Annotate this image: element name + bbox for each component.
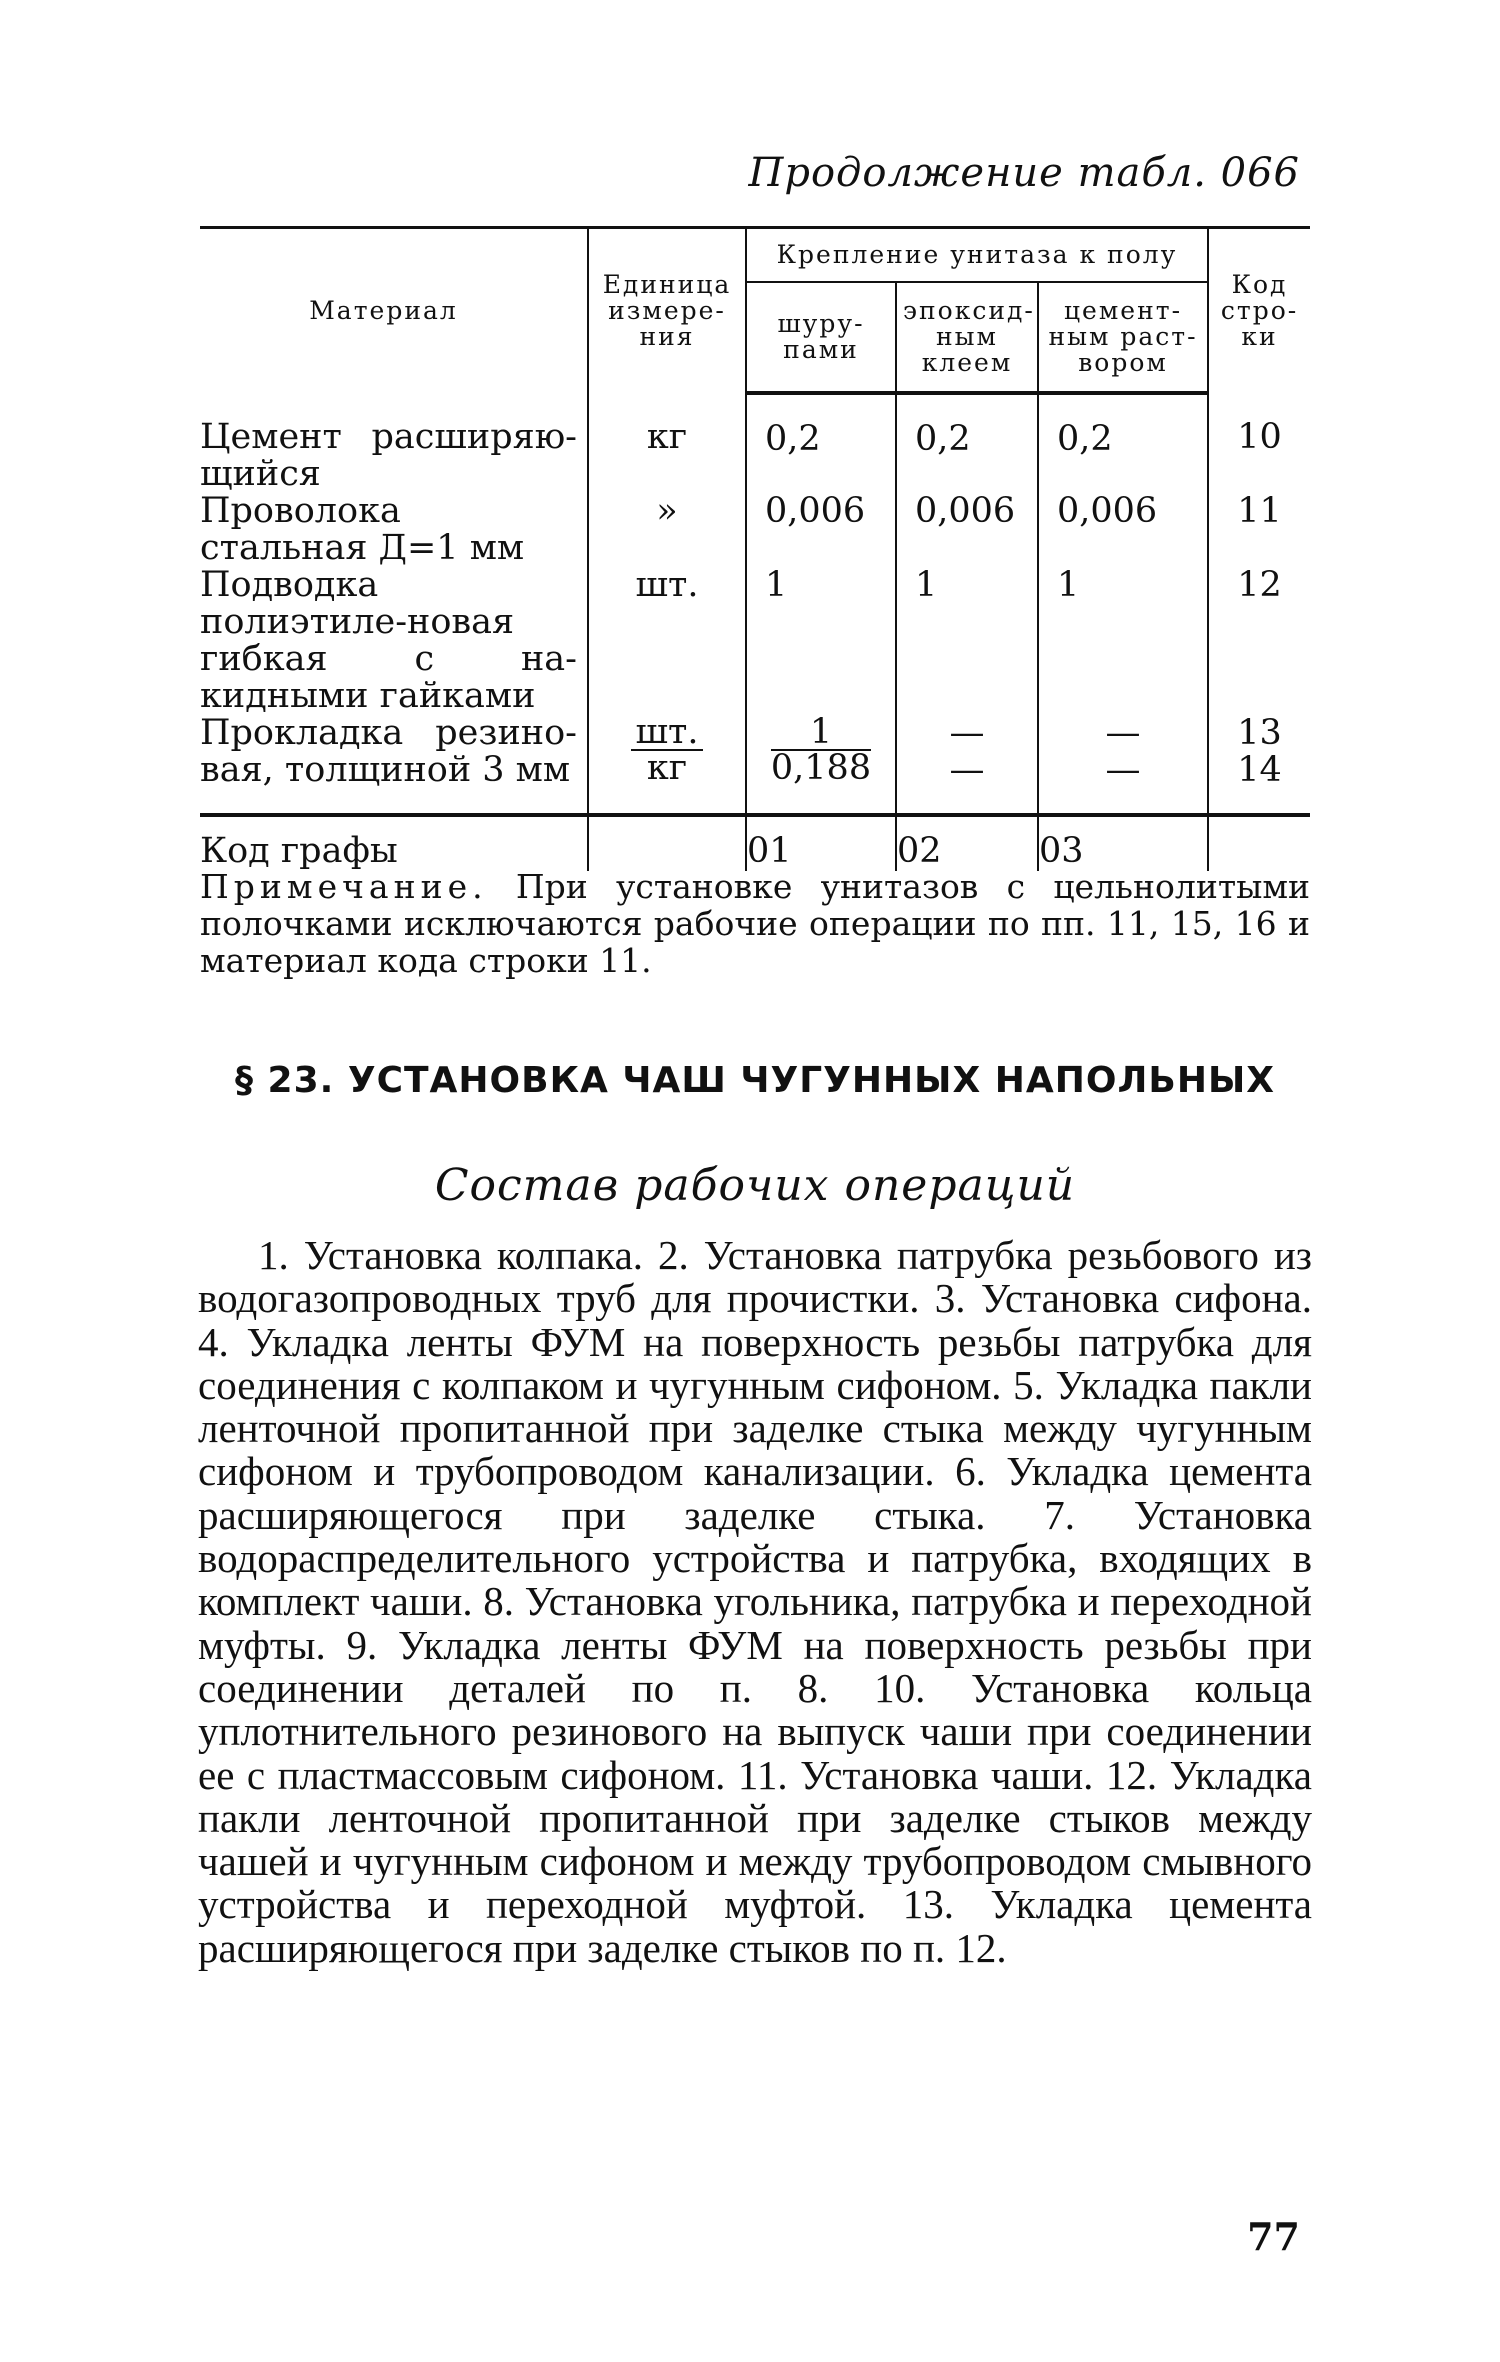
table-row [200,715,1310,815]
value-bottom: — [1105,750,1141,790]
table-row [200,567,1310,715]
column-code-last [1208,815,1310,871]
value-cement: 0,2 [1038,393,1208,493]
row-code: 11 [1208,493,1310,567]
material-cell: Проволока стальная Д=1 мм [200,491,525,568]
code-top: 13 [1237,713,1282,753]
value-epoxy: 0,2 [896,393,1038,493]
row-code: 12 [1208,567,1310,715]
table-row [200,393,1310,493]
value-cement [1038,715,1208,815]
value-bottom: — [949,750,985,790]
value-cement: 0,006 [1038,493,1208,567]
unit-cell [588,712,746,815]
value-epoxy [896,715,1038,815]
materials-table [200,226,1310,871]
value-bottom: 0,188 [770,748,872,788]
header-epoxy: эпоксид-ным клеем [896,282,1038,393]
unit-top: шт. [631,715,702,751]
table-note [200,868,1310,979]
section-title: § 23. УСТАНОВКА ЧАШ ЧУГУННЫХ НАПОЛЬНЫХ [234,1060,1276,1101]
table-continuation-caption: Продолжение табл. 066 [748,150,1300,196]
table-row [200,493,1310,567]
row-code: 10 [1208,393,1310,493]
unit-cell: » [588,493,746,567]
operations-paragraph: 1. Установка колпака. 2. Установка патрубка резьбового из водогазопроводных труб для прочистки. 3. Установка сифона. 4. Укладка ленты ФУМ на поверхность резьбы патрубка для соединения с колпаком и чугунным сифоном. 5. Укладка пакли ленточной пропитанной при заделке стыка между чугунным сифоном и трубопроводом канализации. 6. Укладка цемента расширяющегося при заделке стыка. 7. Установка водораспределительного устройства и патрубка, входящих в комплект чаши. 8. Установка угольника, патрубка и переходной муфты. 9. Укладка ленты ФУМ на поверхность резьбы при соединении деталей по п. 8. 10. Установка кольца уплотнительного резинового на выпуск чаши при соединении ее с пластмассовым сифоном. 11. Установка чаши. 12. Укладка пакли ленточной пропитанной при заделке стыков между чашей и чугунным сифоном и между трубопроводом смывного устройства и переходной муфтой. 13. Укладка цемента расширяющегося при заделке стыков по п. 12. [198,1232,1312,1971]
value-screws [746,712,896,815]
value-epoxy: 0,006 [896,493,1038,567]
header-unit: Единица измере-ния [588,228,746,394]
column-code-empty [588,815,746,871]
column-code-1: 01 [746,815,896,871]
header-cement: цемент-ным раст-вором [1038,282,1208,393]
material-cell: Цемент расширяю-щийся [200,417,577,494]
value-top: 1 [771,715,871,751]
header-row-code: Код стро-ки [1208,228,1310,394]
value-screws: 0,2 [746,393,896,493]
value-epoxy: 1 [896,567,1038,715]
column-code-row [200,815,1310,871]
unit-cell: шт. [588,567,746,715]
column-code-label: Код графы [200,815,588,871]
material-cell: Прокладка резино-вая, толщиной 3 мм [200,713,577,790]
section-subtitle: Состав рабочих операций [434,1160,1076,1211]
code-bottom: 14 [1237,750,1282,790]
value-screws: 1 [746,567,896,715]
value-top: — [949,713,985,753]
unit-fraction [631,712,702,788]
column-code-3: 03 [1038,815,1208,871]
value-screws: 0,006 [746,493,896,567]
note-text: При установке унитазов с цельнолитыми полочками исключаются рабочие операции по пп. 11, 15, 16 и материал кода строки 11. [200,867,1310,980]
unit-cell: кг [588,393,746,493]
page-number: 77 [1247,2214,1300,2259]
value-cement: 1 [1038,567,1208,715]
value-top: — [1105,713,1141,753]
note-label: Примечание. [200,867,488,906]
unit-bottom: кг [646,748,688,788]
header-material: Материал [200,228,588,394]
value-fraction [770,712,872,788]
header-screws: шуру-пами [746,282,896,393]
material-cell: Подводка полиэтиле-новая гибкая с на-кидными гайками [200,565,577,716]
row-code [1208,715,1310,815]
header-fastening-group: Крепление унитаза к полу [746,228,1208,283]
column-code-2: 02 [896,815,1038,871]
